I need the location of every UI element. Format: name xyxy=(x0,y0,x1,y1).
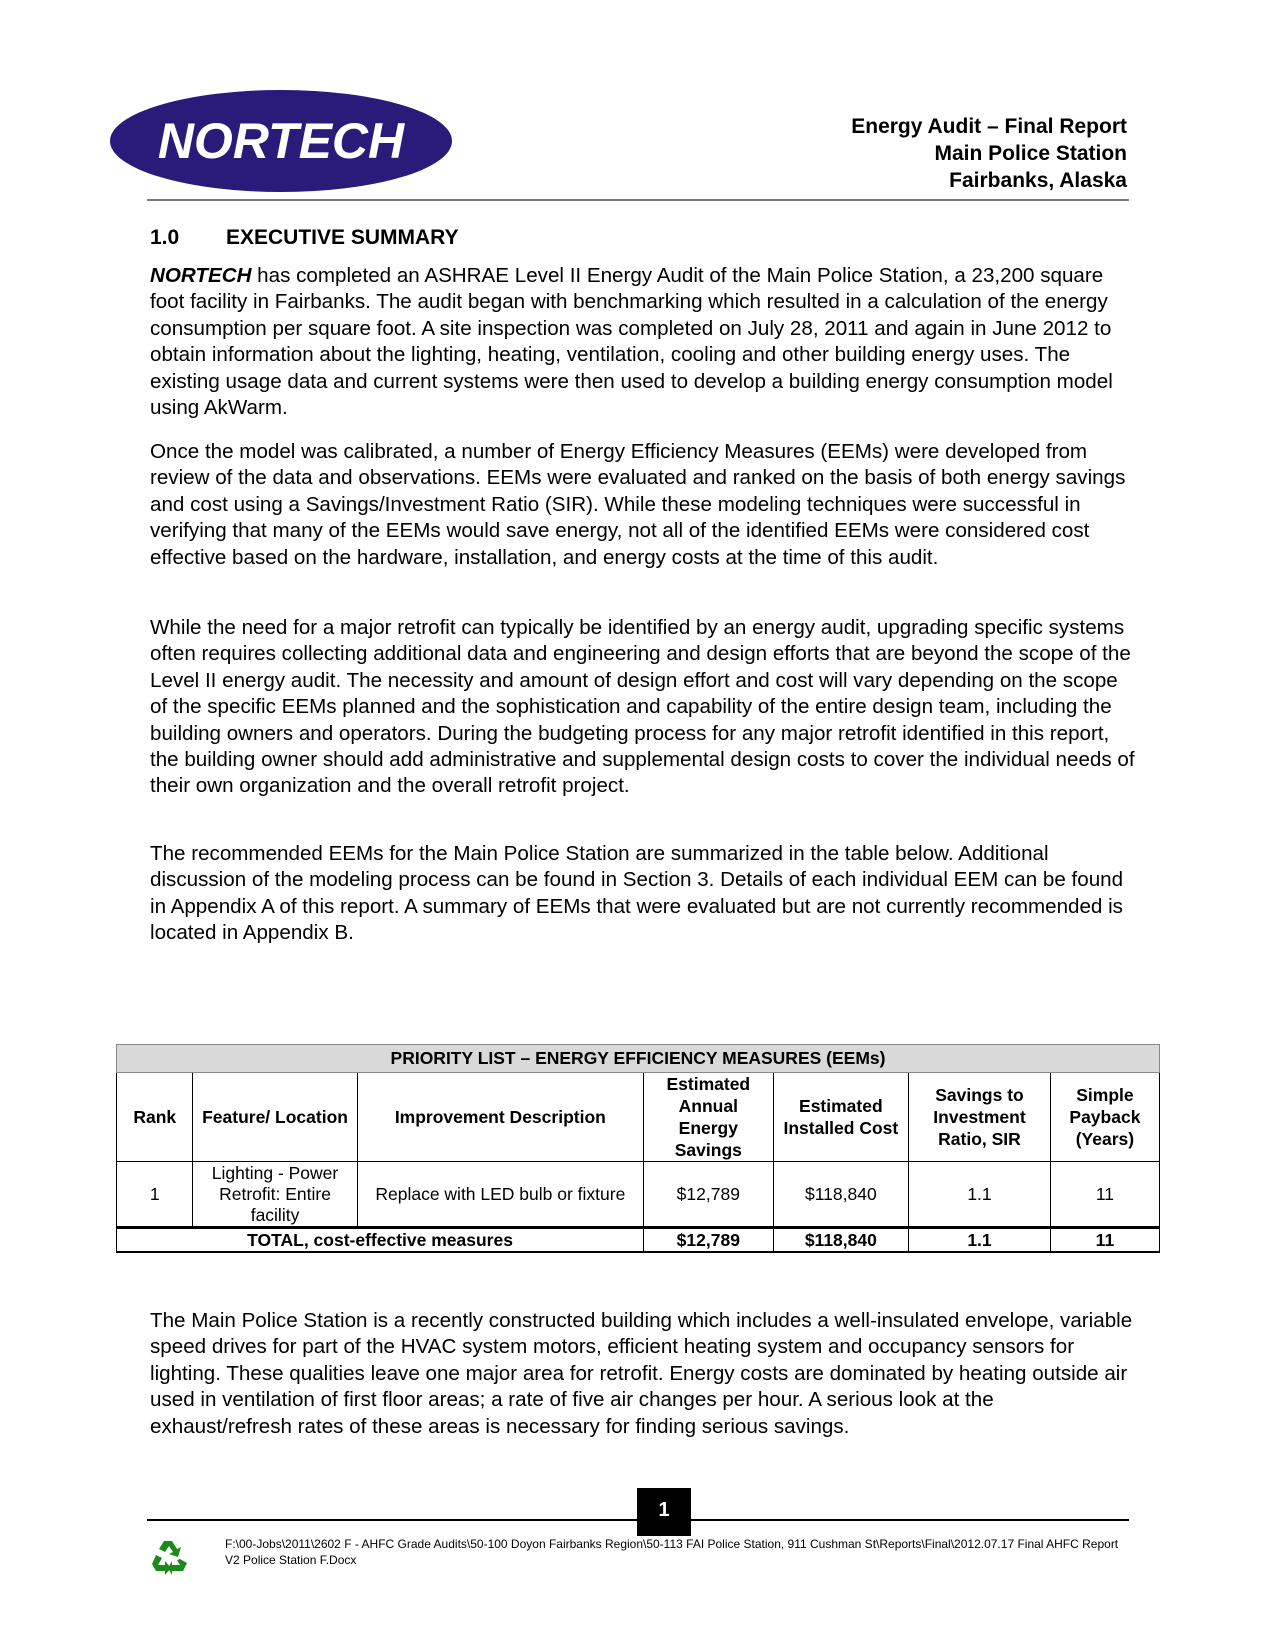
cell-feature: Lighting - Power Retrofit: Entire facility xyxy=(193,1162,357,1228)
col-header-payback: Simple Payback (Years) xyxy=(1050,1073,1159,1162)
file-path: F:\00-Jobs\2011\2602 F - AHFC Grade Audits\50-100 Doyon Fairbanks Region\50-113 FAI Police Station, 911 Cushman St\Reports\Final\2012.07.17 Final AHFC Report V2 Police Station F.Docx xyxy=(225,1537,1119,1567)
cell-sir: 1.1 xyxy=(909,1162,1051,1228)
cell-rank: 1 xyxy=(117,1162,193,1228)
table-header-row xyxy=(117,1073,1160,1162)
paragraph-eem-evaluation: Once the model was calibrated, a number of Energy Efficiency Measures (EEMs) were developed from review of the data and observations. EEMs were evaluated and ranked on the basis of both energy savings and cost using a Savings/Investment Ratio (SIR). While these modeling techniques were successful in verifying that many of the EEMs would save energy, not all of the identified EEMs were considered cost effective based on the hardware, installation, and energy costs at the time of this audit. xyxy=(150,440,1126,569)
col-header-rank: Rank xyxy=(117,1073,193,1162)
nortech-logo xyxy=(108,88,454,194)
total-cost: $118,840 xyxy=(773,1228,909,1253)
section-heading xyxy=(150,226,459,250)
total-payback: 11 xyxy=(1050,1228,1159,1253)
header-line-location: Fairbanks, Alaska xyxy=(949,169,1127,192)
paragraph-building-summary: The Main Police Station is a recently constructed building which includes a well-insulated envelope, variable speed drives for part of the HVAC system motors, efficient heating system and occupancy sensors for lighting. These qualities leave one major area for retrofit. Energy costs are dominated by heating outside air used in ventilation of first floor areas; a rate of five air changes per hour. A serious look at the exhaust/refresh rates of these areas is necessary for finding serious savings. xyxy=(150,1309,1133,1438)
cell-savings: $12,789 xyxy=(644,1162,773,1228)
paragraph-intro-text: has completed an ASHRAE Level II Energy Audit of the Main Police Station, a 23,200 square foot facility in Fairbanks. The audit began with benchmarking which resulted in a calculation of the energy consumption per square foot. A site inspection was completed on July 28, 2011 and again in June 2012 to obtain information about the lighting, heating, ventilation, cooling and other building energy uses. The existing usage data and current systems were then used to develop a building energy consumption model using AkWarm. xyxy=(150,264,1113,420)
col-header-feature: Feature/ Location xyxy=(193,1073,357,1162)
paragraph-intro xyxy=(150,263,1135,421)
header-divider xyxy=(147,199,1129,201)
logo-text: NORTECH xyxy=(157,113,405,169)
header-line-title: Energy Audit – Final Report xyxy=(851,115,1127,138)
cell-cost: $118,840 xyxy=(773,1162,909,1228)
col-header-savings: Estimated Annual Energy Savings xyxy=(644,1073,773,1162)
col-header-cost: Estimated Installed Cost xyxy=(773,1073,909,1162)
section-number: 1.0 xyxy=(150,226,180,249)
table-total-row xyxy=(117,1228,1160,1253)
total-sir: 1.1 xyxy=(909,1228,1051,1253)
table-row xyxy=(117,1162,1160,1228)
col-header-description: Improvement Description xyxy=(357,1073,643,1162)
header-line-building: Main Police Station xyxy=(934,142,1127,165)
paragraph-retrofit-design: While the need for a major retrofit can typically be identified by an energy audit, upgrading specific systems often requires collecting additional data and engineering and design efforts that are beyond the scope of the Level II energy audit. The necessity and amount of design effort and cost will vary depending on the scope of the specific EEMs planned and the sophistication and capability of the entire design team, including the building owners and operators. During the budgeting process for any major retrofit identified in this report, the building owner should add administrative and supplemental design costs to cover the individual needs of their own organization and the overall retrofit project. xyxy=(150,616,1135,798)
priority-list-table xyxy=(116,1044,1160,1253)
page-number: 1 xyxy=(637,1488,691,1536)
section-title: EXECUTIVE SUMMARY xyxy=(226,226,459,249)
table-title: PRIORITY LIST – ENERGY EFFICIENCY MEASURES (EEMs) xyxy=(117,1045,1160,1073)
total-label: TOTAL, cost-effective measures xyxy=(117,1228,644,1253)
recycle-icon xyxy=(150,1537,190,1577)
col-header-sir: Savings to Investment Ratio, SIR xyxy=(909,1073,1051,1162)
cell-payback: 11 xyxy=(1050,1162,1159,1228)
paragraph-recommended-eems: The recommended EEMs for the Main Police Station are summarized in the table below. Additional discussion of the modeling process can be found in Section 3. Details of each individual EEM can be found in Appendix A of this report. A summary of EEMs that were evaluated but are not currently recommended is located in Appendix B. xyxy=(150,842,1124,945)
brand-name: NORTECH xyxy=(150,264,252,287)
total-savings: $12,789 xyxy=(644,1228,773,1253)
report-header xyxy=(851,113,1127,194)
cell-description: Replace with LED bulb or fixture xyxy=(357,1162,643,1228)
